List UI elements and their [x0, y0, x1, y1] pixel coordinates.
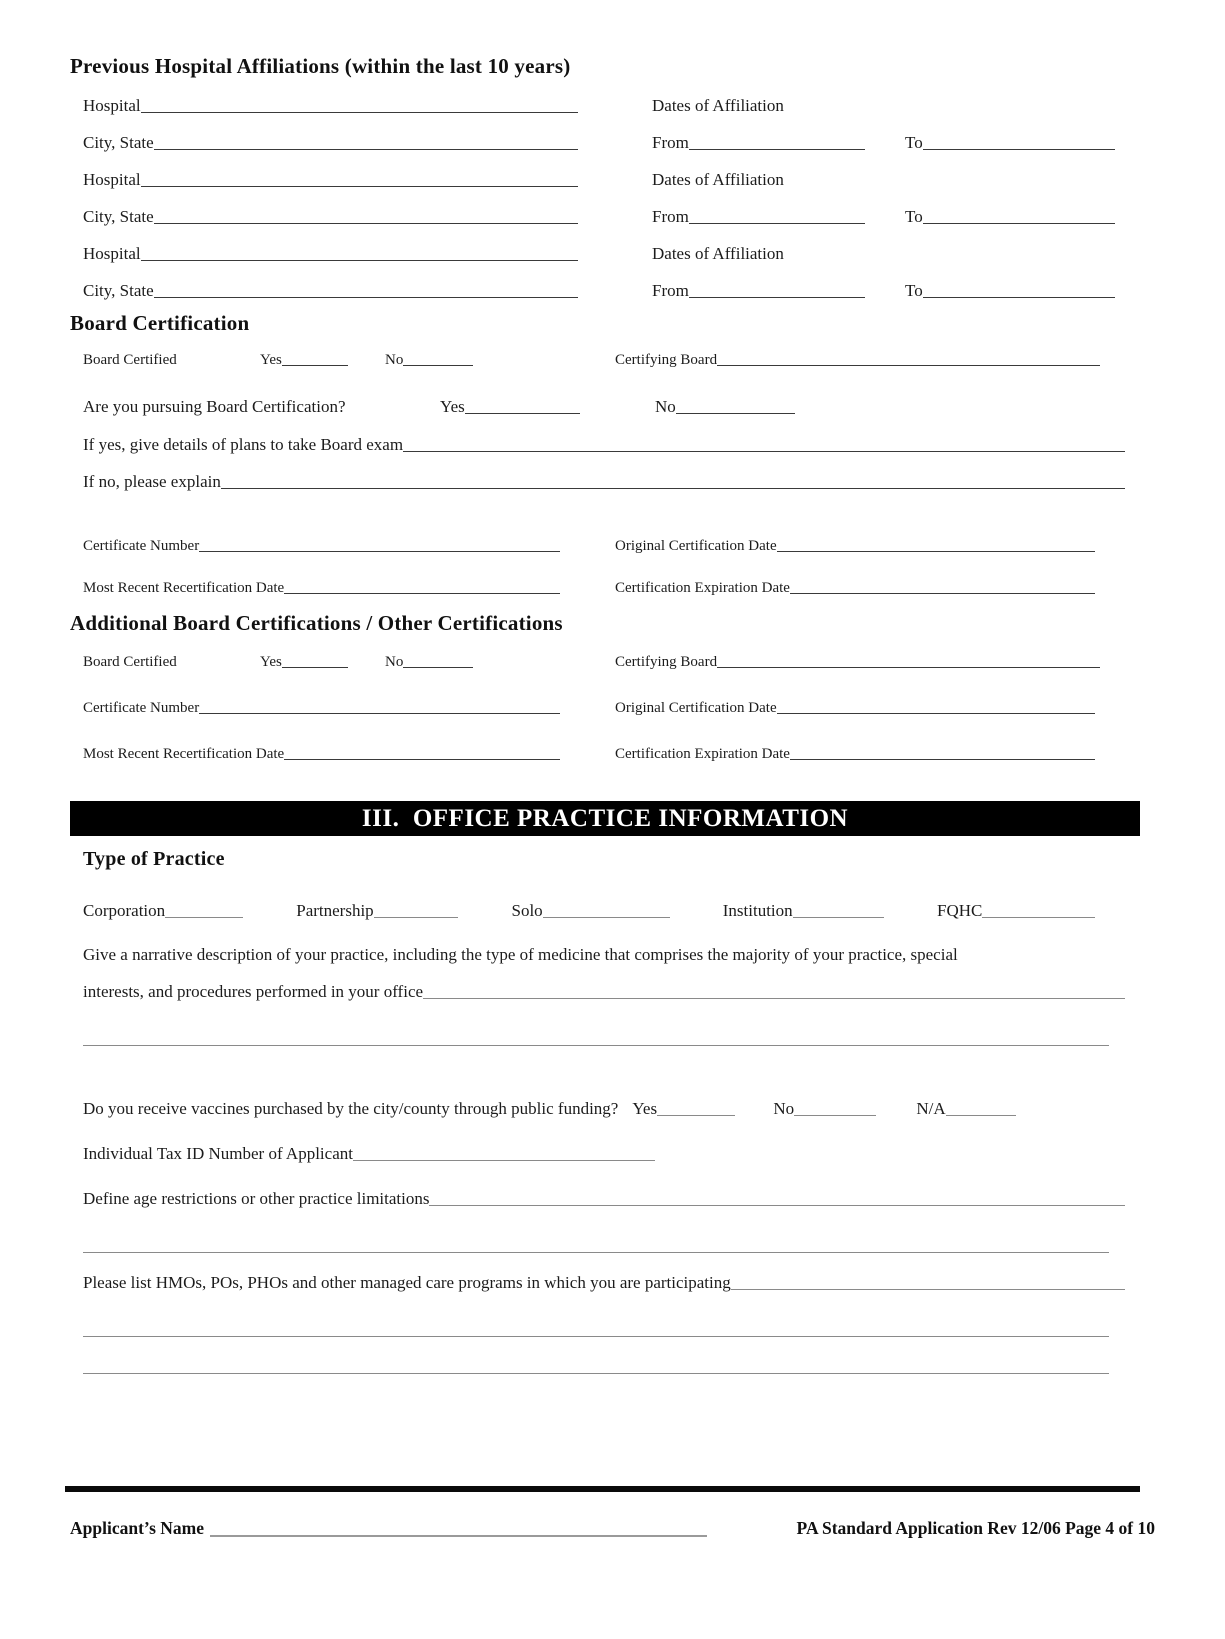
board-certified-no-line[interactable]: [403, 365, 473, 366]
age-restrictions-input-line[interactable]: [429, 1205, 1125, 1206]
recertification-date-label: Most Recent Recertification Date: [83, 746, 285, 762]
to-input-line[interactable]: [923, 297, 1115, 298]
no-label: No: [655, 397, 676, 416]
recertification-date-input-line[interactable]: [284, 593, 560, 594]
affiliation-row: [83, 244, 1125, 264]
tax-id-label: Individual Tax ID Number of Applicant: [83, 1144, 353, 1163]
type-of-practice-title: Type of Practice: [83, 848, 225, 870]
board-certified-label: Board Certified: [83, 654, 177, 670]
recertification-date-label: Most Recent Recertification Date: [83, 580, 285, 596]
practice-type-solo-label: Solo: [511, 901, 543, 920]
additional-certifications-section: [83, 654, 1125, 763]
managed-care-label: Please list HMOs, POs, PHOs and other managed care programs in which you are participating: [83, 1273, 731, 1292]
vaccines-row: [83, 1099, 1125, 1119]
original-certification-date-label: Original Certification Date: [615, 700, 777, 716]
practice-type-partnership-label: Partnership: [296, 901, 374, 920]
pursuing-certification-row: [83, 397, 1125, 417]
no-label: No: [385, 352, 404, 368]
practice-type-institution-label: Institution: [722, 901, 793, 920]
no-label: No: [385, 654, 404, 670]
hospital-label: Hospital: [83, 244, 141, 263]
certification-expiration-date-input-line[interactable]: [790, 593, 1095, 594]
practice-type-solo-line[interactable]: [543, 917, 670, 918]
original-certification-date-input-line[interactable]: [777, 713, 1095, 714]
narrative-continuation-line[interactable]: [83, 1045, 1109, 1046]
certifying-board-input-line[interactable]: [717, 667, 1100, 668]
board-certification-title: Board Certification: [70, 311, 250, 335]
hospital-input-line[interactable]: [141, 112, 578, 113]
pursuing-no-line[interactable]: [676, 413, 795, 414]
to-label: To: [905, 281, 923, 300]
board-certified-row: [83, 654, 1125, 671]
managed-care-row: [83, 1273, 1125, 1293]
hospital-label: Hospital: [83, 96, 141, 115]
board-certified-yes-line[interactable]: [282, 667, 348, 668]
page-footer: [70, 1518, 1155, 1539]
city-state-label: City, State: [83, 133, 154, 152]
hospital-input-line[interactable]: [141, 186, 578, 187]
narrative-description-input-line[interactable]: [423, 998, 1125, 999]
certification-expiration-date-label: Certification Expiration Date: [615, 580, 790, 596]
age-restrictions-row: [83, 1189, 1125, 1209]
pursuing-question-label: Are you pursuing Board Certification?: [83, 397, 346, 416]
to-label: To: [905, 133, 923, 152]
yes-label: Yes: [632, 1099, 658, 1118]
hospital-input-line[interactable]: [141, 260, 578, 261]
board-certification-section: [83, 352, 1125, 597]
age-restrictions-continuation-line[interactable]: [83, 1252, 1109, 1253]
dates-of-affiliation-label: Dates of Affiliation: [652, 96, 784, 115]
affiliation-row: [83, 281, 1125, 301]
certifying-board-input-line[interactable]: [717, 365, 1100, 366]
city-state-input-line[interactable]: [154, 223, 578, 224]
age-restrictions-label: Define age restrictions or other practice limitations: [83, 1189, 430, 1208]
affiliation-row: [83, 133, 1125, 153]
narrative-description-line2: [83, 982, 1125, 1002]
board-certified-no-line[interactable]: [403, 667, 473, 668]
certifying-board-label: Certifying Board: [615, 654, 718, 670]
certificate-number-label: Certificate Number: [83, 538, 200, 554]
managed-care-input-line[interactable]: [731, 1289, 1125, 1290]
practice-type-fqhc-label: FQHC: [937, 901, 983, 920]
certification-expiration-date-label: Certification Expiration Date: [615, 746, 790, 762]
from-label: From: [652, 281, 689, 300]
to-label: To: [905, 207, 923, 226]
tax-id-input-line[interactable]: [353, 1160, 655, 1161]
if-no-label: If no, please explain: [83, 472, 221, 491]
if-yes-row: [83, 435, 1125, 455]
practice-type-institution-line[interactable]: [793, 917, 884, 918]
certification-expiration-date-input-line[interactable]: [790, 759, 1095, 760]
to-input-line[interactable]: [923, 149, 1115, 150]
if-no-row: [83, 472, 1125, 492]
certificate-number-label: Certificate Number: [83, 700, 200, 716]
certificate-number-input-line[interactable]: [199, 551, 560, 552]
yes-label: Yes: [440, 397, 465, 416]
affiliation-row: [83, 207, 1125, 227]
original-certification-date-input-line[interactable]: [777, 551, 1095, 552]
city-state-input-line[interactable]: [154, 149, 578, 150]
office-practice-banner-text: III. OFFICE PRACTICE INFORMATION: [361, 804, 849, 832]
to-input-line[interactable]: [923, 223, 1115, 224]
office-practice-section-banner: [70, 801, 1140, 836]
practice-type-partnership-line[interactable]: [374, 917, 459, 918]
practice-type-fqhc-line[interactable]: [982, 917, 1095, 918]
city-state-label: City, State: [83, 281, 154, 300]
certifying-board-label: Certifying Board: [615, 352, 718, 368]
affiliations-section: [83, 96, 1125, 301]
footer-rule: [65, 1486, 1140, 1492]
affiliation-row: [83, 96, 1125, 116]
board-certified-label: Board Certified: [83, 352, 177, 368]
certificate-number-row: [83, 538, 1125, 555]
na-label: N/A: [916, 1099, 946, 1118]
affiliations-title: Previous Hospital Affiliations (within the last 10 years): [70, 54, 571, 78]
practice-type-corporation-line[interactable]: [165, 917, 243, 918]
vaccines-question-label: Do you receive vaccines purchased by the city/county through public funding?: [83, 1099, 619, 1118]
city-state-label: City, State: [83, 207, 154, 226]
tax-id-row: [83, 1144, 1125, 1164]
city-state-input-line[interactable]: [154, 297, 578, 298]
if-no-input-line[interactable]: [221, 488, 1125, 489]
applicant-name-input-line[interactable]: [210, 1535, 707, 1537]
practice-type-corporation-label: Corporation: [83, 901, 166, 920]
from-label: From: [652, 207, 689, 226]
footer-page-info: PA Standard Application Rev 12/06 Page 4 of 10: [796, 1518, 1155, 1538]
dates-of-affiliation-label: Dates of Affiliation: [652, 244, 784, 263]
applicant-name-label: Applicant’s Name: [70, 1518, 205, 1538]
dates-of-affiliation-label: Dates of Affiliation: [652, 170, 784, 189]
no-label: No: [773, 1099, 795, 1118]
if-yes-input-line[interactable]: [403, 451, 1125, 452]
original-certification-date-label: Original Certification Date: [615, 538, 777, 554]
recertification-date-row: [83, 580, 1125, 597]
vaccines-no-line[interactable]: [794, 1115, 876, 1116]
certificate-number-row: [83, 700, 1125, 717]
additional-certifications-title: Additional Board Certifications / Other Certifications: [70, 611, 563, 635]
vaccines-na-line[interactable]: [946, 1115, 1017, 1116]
yes-label: Yes: [260, 352, 282, 368]
managed-care-continuation-line[interactable]: [83, 1336, 1109, 1337]
narrative-description-label: interests, and procedures performed in your office: [83, 982, 424, 1001]
yes-label: Yes: [260, 654, 282, 670]
affiliation-row: [83, 170, 1125, 190]
pursuing-yes-line[interactable]: [465, 413, 580, 414]
certificate-number-input-line[interactable]: [199, 713, 560, 714]
office-practice-section: [83, 901, 1125, 1374]
board-certified-yes-line[interactable]: [282, 365, 348, 366]
from-label: From: [652, 133, 689, 152]
from-input-line[interactable]: [689, 297, 865, 298]
from-input-line[interactable]: [689, 149, 865, 150]
hospital-label: Hospital: [83, 170, 141, 189]
recertification-date-row: [83, 746, 1125, 763]
vaccines-yes-line[interactable]: [657, 1115, 735, 1116]
if-yes-label: If yes, give details of plans to take Board exam: [83, 435, 404, 454]
narrative-description-line1: Give a narrative description of your practice, including the type of medicine that comprises the majority of your practice, special: [83, 945, 958, 964]
from-input-line[interactable]: [689, 223, 865, 224]
recertification-date-input-line[interactable]: [284, 759, 560, 760]
form-page: [0, 54, 1225, 1639]
managed-care-continuation-line[interactable]: [83, 1373, 1109, 1374]
practice-type-row: [83, 901, 1095, 921]
board-certified-row: [83, 352, 1125, 369]
